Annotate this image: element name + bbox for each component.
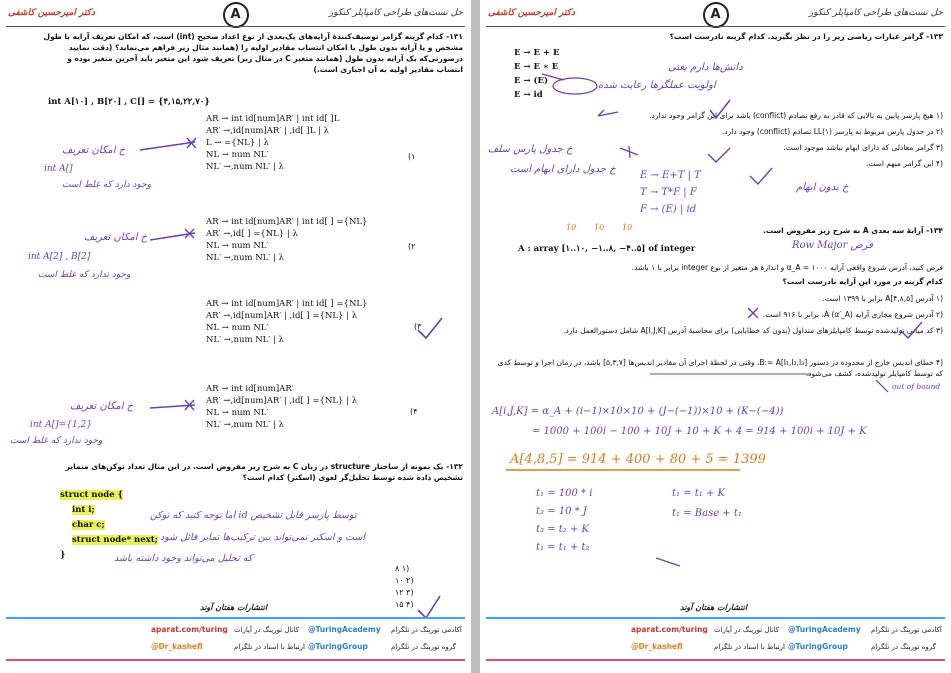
hand-dim-1: 10 [566, 223, 577, 232]
page-footer [486, 617, 945, 667]
hand-formula-3: A[4,8,5] = 914 + 400 + 80 + 5 = 1399 [510, 452, 766, 467]
q132-option-4: (۴ ۱۵ [395, 600, 414, 609]
hand-q133-note2: اولویت عملگرها رعایت شده [598, 80, 716, 91]
q134-option-2: (۲ آدرس شروع مجازی آرایه A (α′_A)، برابر با ۹۱۶ است. [762, 310, 943, 319]
q133-option-3: (۳ گرامر معادلی که دارای ابهام نباشد موجود است. [783, 143, 943, 152]
footer-group-label: گروه تورینگ در تلگرام [391, 643, 456, 651]
hand-q132-line1: اما توجه کنید که توکن id توسط پارسر قابل تشخیص [150, 510, 357, 521]
hand-code-2: t₂ = 10 * J [536, 506, 587, 517]
q131-text: ۱۳۱- کدام گزینه گرامر توصیف‌کنندهٔ آرایه‌های یک‌بعدی از نوع اعداد صحیح (int) است، که امکان تعریف آرایه با طول مشخص و یا آرایه بدون طول با امکان انتساب مقادیر اولیه را (همانند مثال زیر فراهم می‌نماید؟ (دقت نمایید درصورتی‌که یک آرایه بدون طول (همانند متغیر C در مثال زیر) تعریف شود این متغیر باید آخرین متغیر بوده و انتساب مقادیر اولیه به آن اجباری است.) [43, 32, 463, 74]
header-rule [486, 26, 945, 27]
right-page [480, 0, 951, 673]
q132-option-1: (۱ ۸ [395, 564, 410, 573]
hand-opt1-note3: وجود دارد که غلط است [62, 180, 152, 190]
hand-opt1-note1: خ امکان تعریف [62, 145, 126, 156]
page-header [0, 2, 471, 30]
footer-group-link[interactable]: @TuringGroup [308, 642, 368, 651]
hand-dim-3: 10 [622, 223, 633, 232]
q132-option-3: (۳ ۱۲ [395, 588, 414, 597]
hand-q133-eq3: F → (E) | id [640, 204, 697, 215]
q134-option-1: (۱ آدرس A[۴,۸,۵] برابر با ۱۳۹۹ است. [822, 294, 943, 303]
q131-example: int A[۱۰] , B[۲۰] , C[] = {۴,۱۵,۲۲,۷۰} [48, 97, 210, 107]
q131-option-3-grammar: AR → int id[num]AR′ | int id[ ] ={NL} AR′ →,id[num]AR′ | ,id[ ] ={NL} | λ NL → num NL′ NL′ →,num NL′ | λ [206, 299, 368, 345]
footer-rule-pink [6, 659, 465, 661]
hand-q133-note4: خ جدول دارای ابهام است [510, 164, 616, 175]
footer-kashefi-link[interactable]: @Dr_kashefi [631, 642, 683, 651]
q133-grammar: E → E + E E → E ∗ E E → (E) E → id [514, 48, 560, 100]
footer-aparat-link[interactable]: aparat.com/turing [631, 625, 708, 634]
hand-out-of-bound: out of bound [892, 382, 941, 391]
q133-option-4: (۴ این گرامر مبهم است. [865, 159, 943, 168]
hand-formula-1: A[i,J,K] = α_A + (i−1)×10×10 + (J−(−1))×10 + (K−(−4)) [492, 406, 784, 417]
footer-aparat-label: کانال تورینگ در آپارات [714, 626, 780, 634]
hand-q133-eq2: T → T*F | F [640, 187, 697, 198]
footer-rule-pink [486, 659, 945, 661]
author-name: دکتر امیرحسین کاشفی [8, 8, 96, 18]
q134-text-line1: ۱۳۴- آرایهٔ سه بعدی A به شرح زیر مفروض است. [763, 226, 943, 235]
q131-option-3-label: (۳ [414, 322, 422, 331]
q132-code: struct node { int i; char c; struct node* next; } [60, 490, 158, 560]
hand-opt2-note3: وجود ندارد که غلط است [38, 270, 131, 280]
hand-dim-2: 10 [594, 223, 605, 232]
hand-code-5: t₁ = t₁ + K [672, 488, 725, 499]
q133-option-2: (۲ در جدول پارس مربوط به پارسر LL(۱) تصادم (conflict) وجود دارد. [721, 127, 943, 136]
hand-opt2-note1: خ امکان تعریف [84, 232, 148, 243]
hand-q132-line3: که تحلیل می‌تواند وجود داشته باشد [114, 553, 253, 564]
footer-kashefi-label: ارتباط با استاد در تلگرام [234, 643, 305, 651]
q131-option-4-grammar: AR → int id[num]AR′ AR′ →,id[num]AR′ | ,id[ ] ={NL} | λ NL → num NL′ NL′ →,num NL′ | λ [206, 384, 358, 430]
series-title: حل تست‌های طراحی کامپایلر کنکور [808, 8, 943, 18]
page-header [480, 2, 951, 30]
publisher-signature: انتشارات هفتان آوند [200, 602, 268, 612]
hand-opt2-note2: int A[2] , B[2] [28, 252, 91, 262]
footer-kashefi-link[interactable]: @Dr_kashefi [151, 642, 203, 651]
hand-code-1: t₁ = 100 * i [536, 488, 593, 499]
q133-text: ۱۳۳- گرامر عبارات ریاضی زیر را در نظر بگیرید. کدام گزینه نادرست است؟ [669, 32, 943, 41]
header-rule [6, 26, 465, 27]
series-title: حل تست‌های طراحی کامپایلر کنکور [328, 8, 463, 18]
hand-q133-eq1: E → E+T | T [640, 170, 701, 181]
footer-instagram-link[interactable]: @TuringAcademy [308, 625, 381, 634]
footer-instagram-label: آکادمی تورینگ در تلگرام [871, 626, 942, 634]
hand-q133-note1: دانش‌ها دارم یعنی [668, 62, 743, 73]
hand-opt4-note3: وجود ندارد که غلط است [10, 436, 103, 446]
footer-group-label: گروه تورینگ در تلگرام [871, 643, 936, 651]
q134-text-line3: کدام گزینه در مورد این آرایه نادرست است؟ [782, 277, 943, 286]
q132-option-2: (۲ ۱۰ [395, 576, 414, 585]
hand-opt4-note1: خ امکان تعریف [70, 401, 134, 412]
academy-logo: A [223, 2, 249, 28]
q131-option-4-label: (۴ [410, 407, 418, 416]
q131-option-1-grammar: AR → int id[num]AR′ | int id[ ]L AR′ →,id[num]AR′ | ,id[ ]L | λ L → ={NL} | λ NL → num NL′ NL′ →,num NL′ | λ [206, 114, 340, 172]
hand-q133-note5: خ بدون ابهام [796, 182, 849, 193]
footer-group-link[interactable]: @TuringGroup [788, 642, 848, 651]
footer-aparat-link[interactable]: aparat.com/turing [151, 625, 228, 634]
hand-row-major: Row Major فرض [792, 240, 873, 251]
page-gutter [471, 0, 480, 673]
hand-q133-note3: خ جدول پارس سلف [488, 144, 573, 155]
footer-aparat-label: کانال تورینگ در آپارات [234, 626, 300, 634]
q131-option-2-label: (۲ [408, 242, 416, 251]
footer-kashefi-label: ارتباط با استاد در تلگرام [714, 643, 785, 651]
left-page [0, 0, 471, 673]
q134-option-4: (۴ خطای اندیس خارج از محدوده در دستور B:= A[I₁,I₂,I₃]، وقتی در لحظهٔ اجرای آن مقادیر اندیس‌ها [۵,۳,۷] باشد، در زمان اجرا و توسط کدی که توسط کامپایلر تولیدشده، کشف می‌شود. [497, 358, 943, 378]
q134-text-line2: فرض کنید، آدرس شروع واقعی آرایه α_A = ۱۰۰۰ و اندازهٔ هر متغیر از نوع integer برابر با ۱ باشد. [631, 263, 943, 272]
hand-code-4: t₁ = t₁ + t₂ [536, 542, 590, 553]
q131-option-2-grammar: AR → int id[num]AR′ | int id[ ] ={NL} AR′ →,id[ ] ={NL} | λ NL → num NL′ NL′ →,num NL′ | λ [206, 217, 368, 263]
q132-text: ۱۳۲- یک نمونه از ساختار structure در زبان C به شرح زیر مفروض است. در این مثال تعداد توکن‌های متمایز تشخیص داده شده توسط تحلیل‌گر لغوی (اسکنر) کدام است؟ [65, 462, 463, 482]
hand-formula-2: = 1000 + 100i − 100 + 10J + 10 + K + 4 = 914 + 100i + 10J + K [532, 426, 867, 437]
hand-opt1-note2: int A[] [44, 164, 73, 174]
author-name: دکتر امیرحسین کاشفی [488, 8, 576, 18]
page-footer [6, 617, 465, 667]
footer-instagram-label: آکادمی تورینگ در تلگرام [391, 626, 462, 634]
footer-rule-blue [6, 617, 465, 619]
footer-rule-blue [486, 617, 945, 619]
hand-code-3: t₃ = t₂ + K [536, 524, 589, 535]
hand-code-6: t₁ = Base + t₁ [672, 508, 742, 519]
q131-option-1-label: (۱ [408, 152, 416, 161]
publisher-signature: انتشارات هفتان آوند [680, 602, 748, 612]
hand-opt4-note2: int A[]={1,2} [30, 420, 92, 430]
q134-declaration: A : array [۱..۱۰, −۱..۸, −۴..۵] of integer [518, 244, 696, 254]
footer-instagram-link[interactable]: @TuringAcademy [788, 625, 861, 634]
hand-q132-line2: است و اسکنر نمی‌تواند بین ترکیب‌ها تمایز قائل شود [160, 532, 366, 543]
q134-option-3: (۳ کد میانی تولیدشده توسط کامپایلرهای متداول (بدون کد خطایابی) برای محاسبهٔ آدرس A[I,J,K] شامل دستورالعمل دارد. [562, 326, 943, 335]
q133-option-1: (۱ هیچ پارسر پایین به بالایی که قادر به رفع تصادم (conflict) باشد برای این گرامر وجود ندارد. [649, 111, 943, 120]
academy-logo: A [703, 2, 729, 28]
